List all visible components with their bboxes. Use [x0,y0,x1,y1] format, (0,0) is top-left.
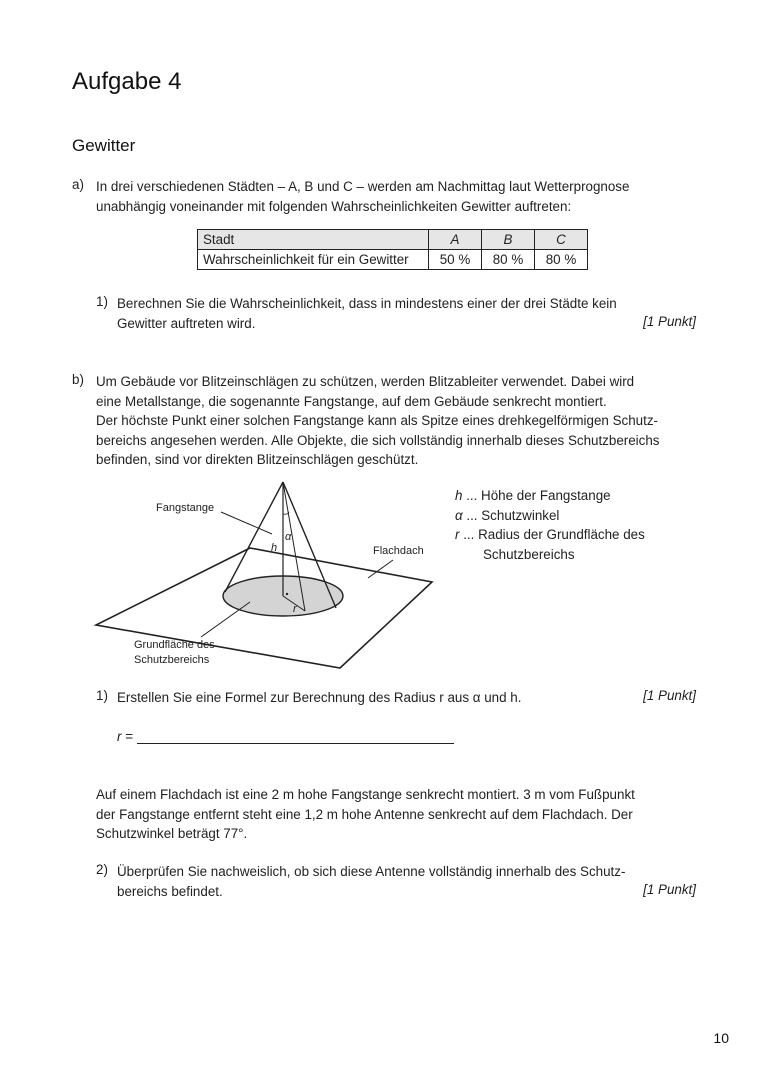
scenario-line: Schutzwinkel beträgt 77°. [96,826,248,842]
table-cell: Wahrscheinlichkeit für ein Gewitter [198,250,429,270]
question-b1: Erstellen Sie eine Formel zur Berechnung des Radius r aus α und h. [117,690,522,705]
question-line: Gewitter auftreten wird. [117,315,256,331]
table-cell: C [535,230,588,250]
page-title: Aufgabe 4 [72,68,182,95]
question-line: Überprüfen Sie nachweislich, ob sich diese Antenne vollständig innerhalb des Schutz- [117,864,626,879]
legend-text: ... Radius der Grundfläche des [459,527,645,542]
part-b-intro [96,372,660,470]
table-cell: 80 % [535,250,588,270]
table-cell: 50 % [429,250,482,270]
answer-line[interactable] [137,743,454,744]
part-a-intro [96,177,629,216]
legend-item [455,486,645,506]
question-number: 2) [96,862,108,877]
points-badge: [1 Punkt] [643,314,696,329]
legend-text: ... Höhe der Fangstange [462,488,611,503]
legend-text: ... Schutzwinkel [462,507,560,523]
part-b-label: b) [72,372,84,387]
table-header-row [198,230,588,250]
figure-legend [455,486,645,564]
part-a-intro-line: unabhängig voneinander mit folgenden Wahrscheinlichkeiten Gewitter auftreten: [96,198,572,214]
question-line: Berechnen Sie die Wahrscheinlichkeit, dass in mindestens einer der drei Städte kein [117,296,617,311]
part-b-intro-line: Um Gebäude vor Blitzeinschlägen zu schützen, werden Blitzableiter verwendet. Dabei wird [96,374,635,389]
part-b-intro-line: bereichs angesehen werden. Alle Objekte, die sich vollständig innerhalb dieses Schutzbereichs [96,432,660,448]
label-grundflaeche-cont: Schutzbereichs [134,654,210,666]
question-line: bereichs befindet. [117,883,223,899]
legend-symbol: r [455,527,460,542]
section-title: Gewitter [72,136,136,155]
right-angle-dot [286,593,288,595]
part-a-intro-line: In drei verschiedenen Städten – A, B und C – werden am Nachmittag laut Wetterprognose [96,179,630,194]
legend-symbol: h [455,488,463,503]
label-fangstange: Fangstange [156,502,215,514]
part-b-intro-line: Der höchste Punkt einer solchen Fangstange kann als Spitze eines drehkegelförmigen Schutz- [96,413,658,429]
part-b-intro-line: befinden, sind vor direkten Blitzeinschlägen geschützt. [96,452,419,468]
label-r: r [293,603,297,615]
table-cell: B [482,230,535,250]
points-badge: [1 Punkt] [643,688,696,703]
question-a1 [117,294,617,333]
leader-fangstange [221,512,272,534]
legend-item [455,525,645,545]
points-badge: [1 Punkt] [643,882,696,897]
legend-item [455,506,645,526]
part-a-label: a) [72,177,84,192]
label-grundflaeche: Grundfläche des [134,639,215,651]
cone-figure [0,470,769,680]
label-alpha: α [285,531,292,543]
probability-table [197,229,588,270]
question-b2 [117,862,625,901]
page-number: 10 [713,1030,729,1046]
table-row [198,250,588,270]
label-flachdach: Flachdach [373,545,424,557]
label-h: h [271,542,278,554]
table-cell: A [429,230,482,250]
answer-prefix: r = [117,729,133,744]
question-number: 1) [96,688,108,703]
scenario-line: der Fangstange entfernt steht eine 1,2 m hohe Antenne senkrecht auf dem Flachdach. Der [96,806,633,822]
legend-symbol: α [455,507,463,523]
scenario-line: Auf einem Flachdach ist eine 2 m hohe Fangstange senkrecht montiert. 3 m vom Fußpunkt [96,787,635,802]
scenario-text [96,785,635,844]
part-b-intro-line: eine Metallstange, die sogenannte Fangstange, auf dem Gebäude senkrecht montiert. [96,393,607,409]
legend-item-cont: Schutzbereichs [483,546,575,562]
table-cell: Stadt [198,230,429,250]
question-number: 1) [96,294,108,309]
table-cell: 80 % [482,250,535,270]
